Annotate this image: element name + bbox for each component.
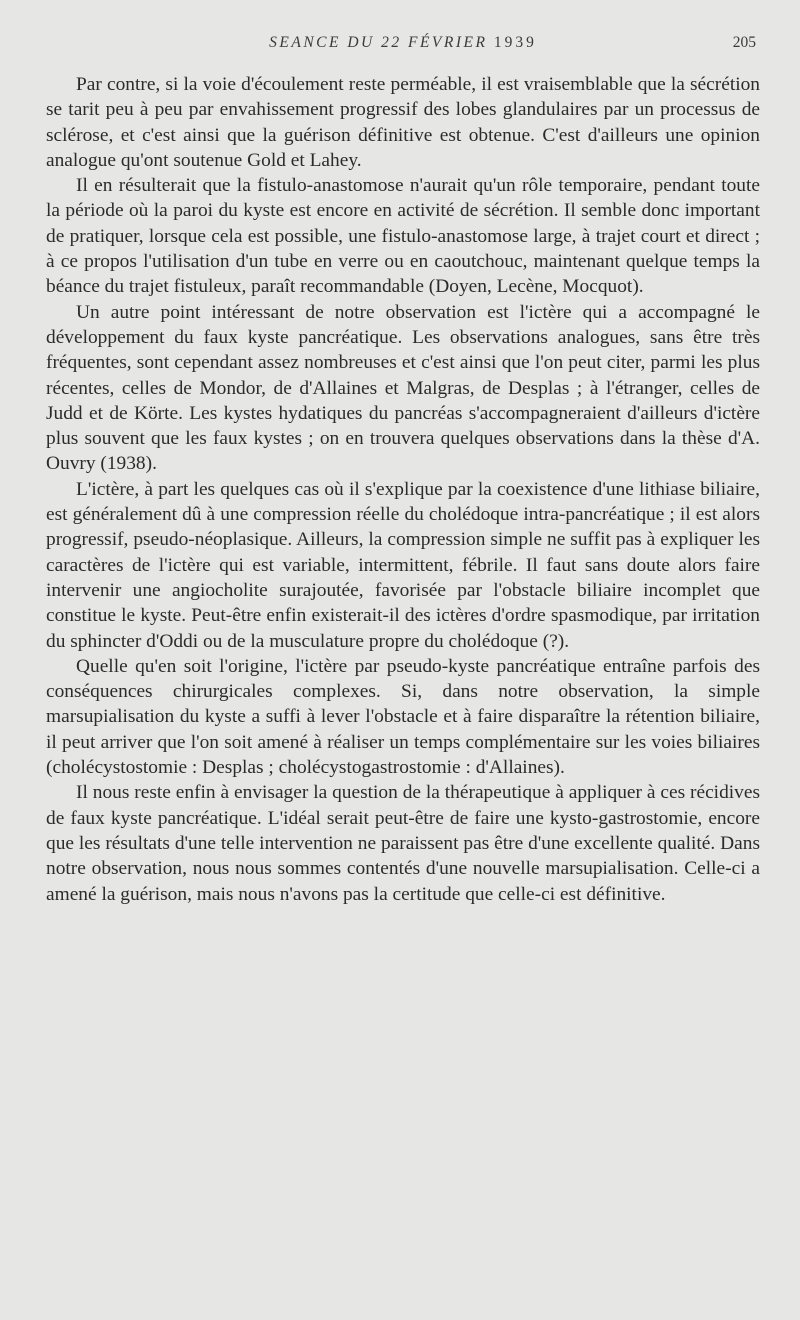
paragraph-2: Il en résulterait que la fistulo-anastomose n'aurait qu'un rôle temporaire, pendant toute la période où la paroi du kyste est encore en activité de sécrétion. Il semble donc important de pratiquer, lorsque cela est possible, une fistulo-anastomose large, à trajet court et direct ; à ce propos l'utilisation d'un tube en verre ou en caoutchouc, maintenant quelque temps la béance du trajet fistuleux, paraît recommandable (Doyen, Lecène, Mocquot). [46,175,760,298]
paragraph-6: Il nous reste enfin à envisager la question de la thérapeutique à appliquer à ces récidives de faux kyste pancréatique. L'idéal serait peut-être de faire une kysto-gastrostomie, encore que les résultats d'une telle intervention ne paraissent pas être d'une excellente qualité. Dans notre observation, nous nous sommes contentés d'une nouvelle marsupialisation. Celle-ci a amené la guérison, mais nous n'avons pas la certitude que celle-ci est définitive. [46,782,760,905]
paragraph-4: L'ictère, à part les quelques cas où il s'explique par la coexistence d'une lithiase biliaire, est généralement dû à une compression réelle du cholédoque intra-pancréatique ; il est alors progressif, pseudo-néoplasique. Ailleurs, la compression simple ne suffit pas à expliquer les caractères de l'ictère qui est variable, intermittent, fébrile. Il faut sans doute alors faire intervenir une angiocholite surajoutée, favorisée par l'obstacle biliaire incomplet que constitue le kyste. Peut-être enfin existerait-il des ictères d'ordre spasmodique, par irritation du sphincter d'Oddi ou de la musculature propre du cholédoque (?). [46,478,760,652]
running-title-text: SEANCE DU 22 FÉVRIER [269,34,488,51]
paragraph-5: Quelle qu'en soit l'origine, l'ictère par pseudo-kyste pancréatique entraîne parfois des conséquences chirurgicales complexes. Si, dans notre observation, la simple marsupialisation du kyste a suffi à lever l'obstacle et à faire disparaître la rétention biliaire, il peut arriver que l'on soit amené à réaliser un temps complémentaire sur les voies biliaires (cholécystostomie : Desplas ; cholécystogastrostomie : d'Allaines). [46,655,760,779]
running-title [46,34,760,52]
paragraph-3: Un autre point intéressant de notre observation est l'ictère qui a accompagné le développement du faux kyste pancréatique. Les observations analogues, sans être très fréquentes, sont cependant assez nombreuses et c'est ainsi que l'on peut citer, parmi les plus récentes, celles de Mondor, de d'Allaines et Malgras, de Desplas ; à l'étranger, celles de Judd et de Körte. Les kystes hydatiques du pancréas s'accompagneraient d'ailleurs d'ictère plus souvent que les faux kystes ; on en trouvera quelques observations dans la thèse d'A. Ouvry (1938). [46,301,760,475]
running-title-year: 1939 [493,34,537,51]
paragraph-1: Par contre, si la voie d'écoulement reste perméable, il est vraisemblable que la sécrétion se tarit peu à peu par envahissement progressif des lobes glandulaires par un processus de sclérose, et c'est ainsi que la guérison définitive est obtenue. C'est d'ailleurs une opinion analogue qu'ont soutenue Gold et Lahey. [46,74,760,171]
body-text [46,72,760,907]
page-number: 205 [732,34,756,51]
running-head [46,34,760,60]
